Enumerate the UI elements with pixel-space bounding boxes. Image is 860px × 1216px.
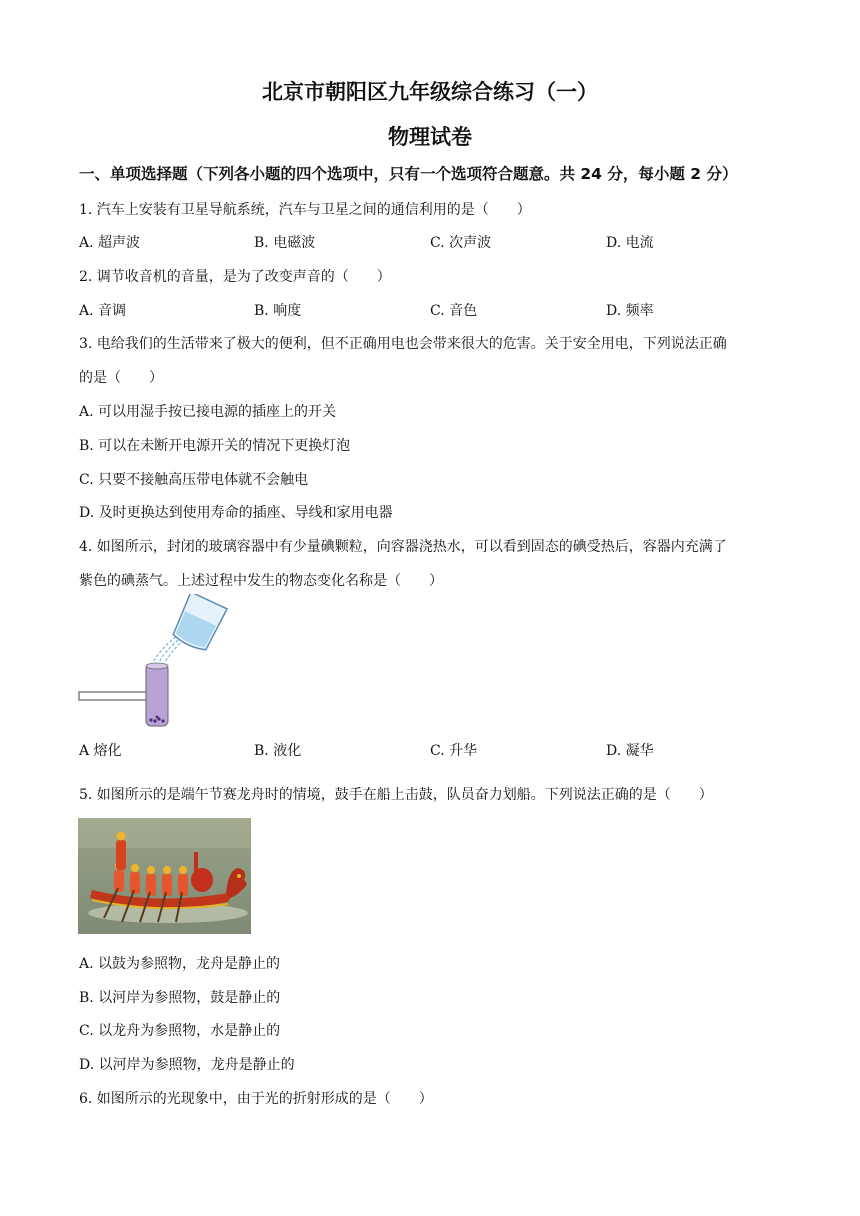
question-4-option-a: A 熔化 bbox=[79, 743, 122, 759]
question-3-option-b: B. 可以在未断开电源开关的情况下更换灯泡 bbox=[79, 438, 351, 454]
question-3-option-d: D. 及时更换达到使用寿命的插座、导线和家用电器 bbox=[79, 505, 393, 521]
section-heading: 一、单项选择题（下列各小题的四个选项中，只有一个选项符合题意。共 24 分，每小题 2 分） bbox=[79, 165, 738, 183]
iodine-sublimation-figure bbox=[78, 594, 238, 734]
question-1-option-b: B. 电磁波 bbox=[254, 235, 316, 251]
question-5-option-a: A. 以鼓为参照物，龙舟是静止的 bbox=[79, 956, 281, 972]
paper-title: 北京市朝阳区九年级综合练习（一） bbox=[262, 80, 598, 104]
question-4-option-b: B. 液化 bbox=[254, 743, 302, 759]
drummer bbox=[116, 840, 126, 870]
question-5-option-d: D. 以河岸为参照物，龙舟是静止的 bbox=[79, 1057, 295, 1073]
question-6-stem: 6. 如图所示的光现象中，由于光的折射形成的是（ ） bbox=[79, 1091, 433, 1107]
iodine-granule bbox=[149, 718, 152, 721]
question-2-option-a: A. 音调 bbox=[79, 303, 127, 319]
question-4-stem-line1: 4. 如图所示，封闭的玻璃容器中有少量碘颗粒，向容器浇热水，可以看到固态的碘受热后，容器内充满了 bbox=[79, 539, 727, 555]
support-rod bbox=[79, 692, 147, 700]
question-3-stem-line1: 3. 电给我们的生活带来了极大的便利，但不正确用电也会带来很大的危害。关于安全用电，下列说法正确 bbox=[79, 336, 727, 352]
question-5-option-c: C. 以龙舟为参照物，水是静止的 bbox=[79, 1023, 281, 1039]
question-3-option-a: A. 可以用湿手按已接电源的插座上的开关 bbox=[79, 404, 337, 420]
question-2-option-c: C. 音色 bbox=[430, 303, 478, 319]
question-4-option-c: C. 升华 bbox=[430, 743, 478, 759]
beaker bbox=[168, 594, 228, 653]
question-2-option-d: D. 频率 bbox=[606, 303, 654, 319]
question-5-option-b: B. 以河岸为参照物，鼓是静止的 bbox=[79, 990, 281, 1006]
question-2-option-b: B. 响度 bbox=[254, 303, 302, 319]
question-3-stem-line2: 的是（ ） bbox=[79, 370, 163, 386]
question-1-option-d: D. 电流 bbox=[606, 235, 654, 251]
question-5-stem: 5. 如图所示的是端午节赛龙舟时的情境，鼓手在船上击鼓，队员奋力划船。下列说法正确的是（ ） bbox=[79, 787, 713, 803]
dragon-boat-photo bbox=[78, 818, 251, 934]
question-4-option-d: D. 凝华 bbox=[606, 743, 654, 759]
question-1-stem: 1. 汽车上安装有卫星导航系统，汽车与卫星之间的通信利用的是（ ） bbox=[79, 202, 531, 218]
question-1-option-a: A. 超声波 bbox=[79, 235, 141, 251]
question-1-option-c: C. 次声波 bbox=[430, 235, 492, 251]
question-3-option-c: C. 只要不接触高压带电体就不会触电 bbox=[79, 472, 309, 488]
question-2-stem: 2. 调节收音机的音量，是为了改变声音的（ ） bbox=[79, 269, 391, 285]
paper-subtitle: 物理试卷 bbox=[388, 125, 472, 149]
question-4-stem-line2: 紫色的碘蒸气。上述过程中发生的物态变化名称是（ ） bbox=[79, 573, 443, 589]
